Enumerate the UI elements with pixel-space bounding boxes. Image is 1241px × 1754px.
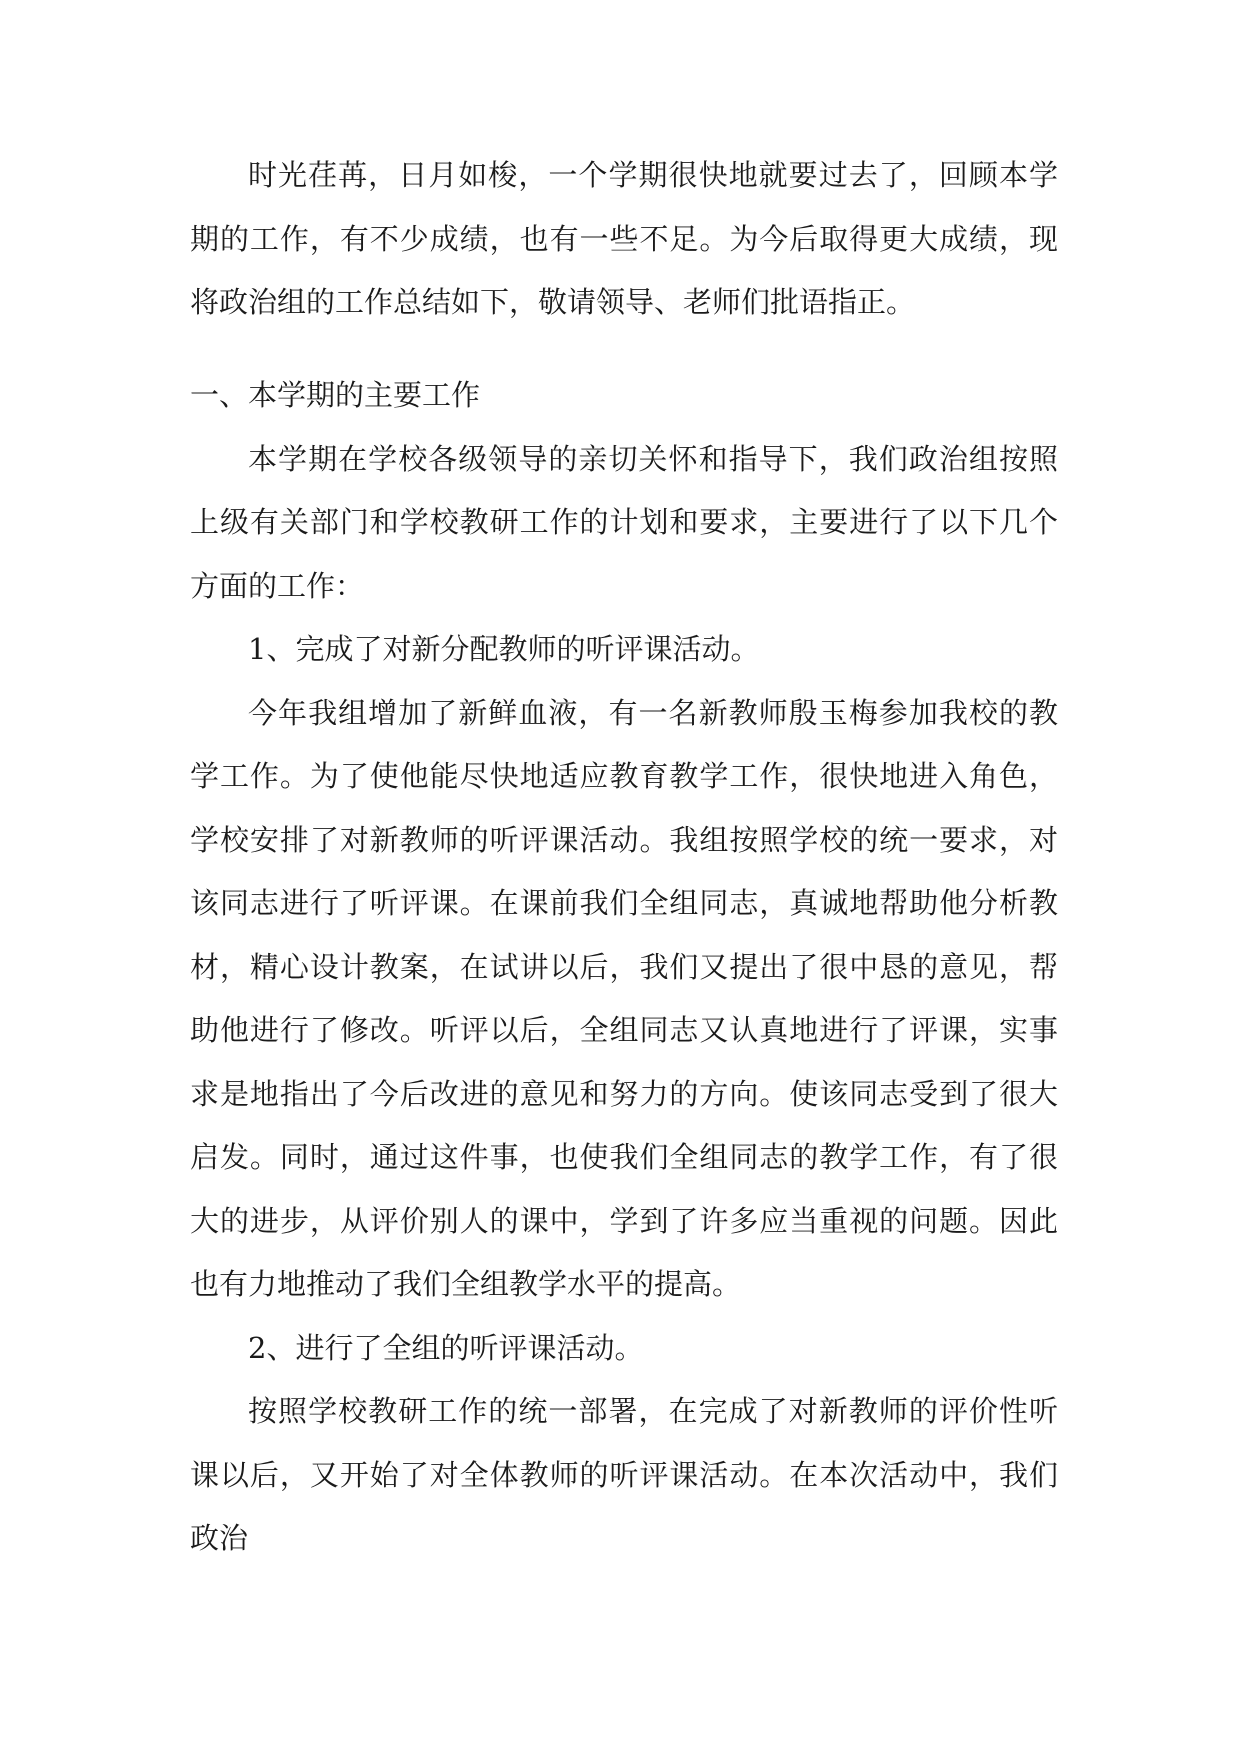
main-section	[190, 364, 1058, 1571]
item2-body: 按照学校教研工作的统一部署，在完成了对新教师的评价性听课以后，又开始了对全体教师的听评课活动。在本次活动中，我们政治	[190, 1394, 1058, 1555]
section-intro-paragraph: 本学期在学校各级领导的亲切关怀和指导下，我们政治组按照上级有关部门和学校教研工作的计划和要求，主要进行了以下几个方面的工作：	[190, 441, 1058, 603]
item1-title: 1、完成了对新分配教师的听评课活动。	[248, 632, 760, 666]
section-heading: 一、本学期的主要工作	[190, 378, 481, 412]
item1-body: 今年我组增加了新鲜血液，有一名新教师殷玉梅参加我校的教学工作。为了使他能尽快地适应教育教学工作，很快地进入角色，学校安排了对新教师的听评课活动。我组按照学校的统一要求，对该同志进行了听评课。在课前我们全组同志，真诚地帮助他分析教材，精心设计教案，在试讲以后，我们又提出了很中恳的意见，帮助他进行了修改。听评以后，全组同志又认真地进行了评课，实事求是地指出了今后改进的意见和努力的方向。使该同志受到了很大启发。同时，通过这件事，也使我们全组同志的教学工作，有了很大的进步，从评价别人的课中，学到了许多应当重视的问题。因此也有力地推动了我们全组教学水平的提高。	[190, 695, 1058, 1301]
intro-paragraph: 时光荏苒，日月如梭，一个学期很快地就要过去了，回顾本学期的工作，有不少成绩，也有一些不足。为今后取得更大成绩，现将政治组的工作总结如下，敬请领导、老师们批语指正。	[190, 158, 1058, 319]
item2-title: 2、进行了全组的听评课活动。	[248, 1330, 644, 1365]
intro-block	[190, 144, 1058, 335]
